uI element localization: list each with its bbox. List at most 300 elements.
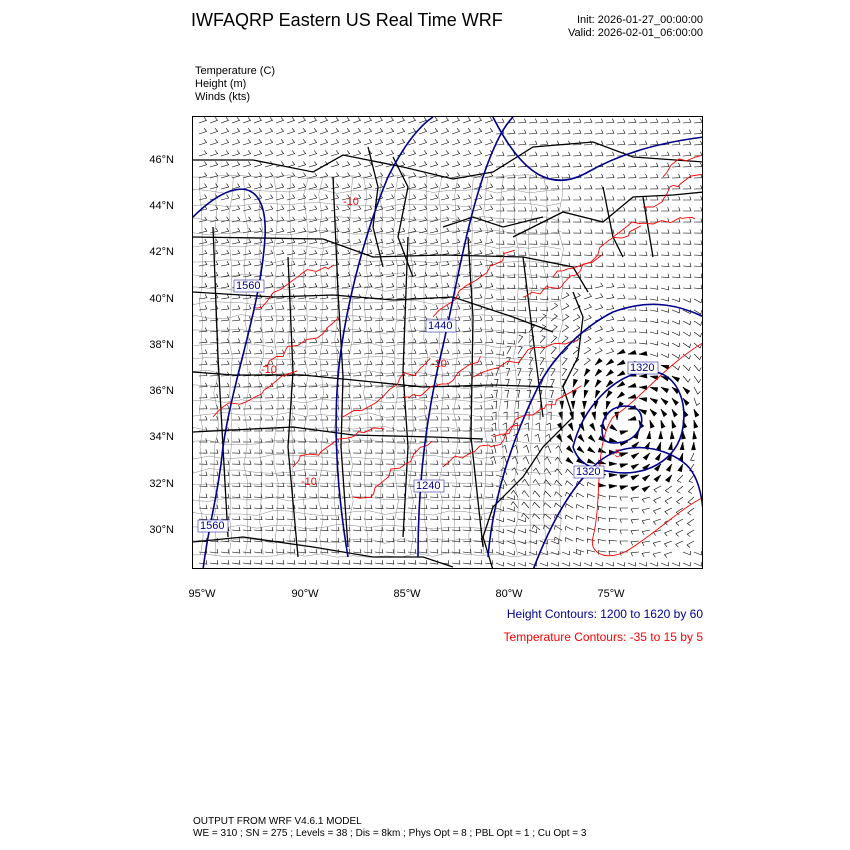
- wind-barb: [598, 483, 606, 487]
- wind-barb: [199, 228, 207, 233]
- wind-barb: [353, 527, 361, 531]
- wind-barb: [254, 228, 262, 233]
- wind-barb: [397, 449, 405, 453]
- county-line: [193, 413, 561, 418]
- wind-barb: [565, 526, 573, 530]
- wind-barb: [683, 274, 691, 278]
- wind-barb: [364, 161, 372, 167]
- wind-barb: [562, 293, 569, 300]
- wind-barb: [650, 274, 658, 278]
- wind-barb: [661, 409, 667, 416]
- wind-barb: [650, 263, 658, 267]
- wind-barb: [386, 261, 394, 266]
- wind-barb: [243, 405, 251, 409]
- wind-barb: [507, 163, 515, 167]
- wind-barb: [672, 562, 680, 566]
- wind-barb: [386, 150, 394, 156]
- wind-barb: [606, 391, 612, 398]
- wind-barb: [524, 434, 529, 442]
- wind-barb: [653, 552, 661, 557]
- wind-barb: [364, 472, 372, 476]
- wind-barb: [584, 369, 590, 376]
- wind-barb: [386, 239, 394, 244]
- wind-barb: [639, 318, 647, 322]
- wind-barb: [551, 347, 556, 355]
- wind-barb: [507, 185, 515, 189]
- wind-barb: [653, 541, 661, 546]
- wind-barb: [562, 562, 570, 566]
- wind-barb: [518, 562, 526, 566]
- wind-barb: [287, 350, 295, 354]
- wind-barb: [496, 119, 504, 123]
- wind-barb: [644, 453, 651, 460]
- wind-barb: [419, 184, 427, 189]
- wind-barb: [562, 185, 570, 189]
- wind-barb: [639, 340, 647, 344]
- wind-barb: [353, 184, 361, 189]
- wind-barb: [551, 196, 559, 200]
- wind-barb: [243, 416, 251, 420]
- wind-barb: [474, 161, 482, 167]
- wind-barb: [419, 217, 427, 222]
- wind-barb: [595, 241, 603, 245]
- wind-barb: [463, 150, 471, 156]
- wind-barb: [221, 383, 229, 387]
- wind-barb: [276, 184, 284, 189]
- wind-barb: [210, 228, 218, 233]
- wind-barb: [408, 117, 416, 123]
- temperature-contour: [253, 265, 334, 308]
- wind-barb: [232, 549, 240, 553]
- wind-barb: [430, 250, 438, 255]
- wind-barb: [221, 161, 229, 167]
- wind-barb: [353, 416, 361, 420]
- wind-barb: [441, 516, 449, 520]
- wind-barb: [408, 560, 416, 564]
- wind-barb: [430, 460, 438, 464]
- wind-barb: [661, 308, 669, 312]
- wind-barb: [528, 368, 532, 376]
- wind-barb: [452, 305, 460, 310]
- wind-barb: [562, 207, 570, 211]
- wind-barb: [595, 348, 602, 354]
- wind-barb: [353, 472, 361, 476]
- wind-barb: [210, 350, 218, 354]
- wind-barb: [485, 250, 493, 255]
- wind-barb: [485, 427, 493, 431]
- wind-barb: [430, 494, 438, 498]
- wind-barb: [287, 206, 295, 211]
- weather-map: [193, 117, 703, 569]
- wind-barb: [309, 250, 317, 255]
- wind-barb: [496, 152, 504, 156]
- field-winds: Winds (kts): [195, 91, 250, 103]
- wind-barb: [628, 185, 636, 189]
- wind-barb: [199, 184, 207, 189]
- wind-barb: [331, 449, 339, 453]
- wind-barb: [551, 551, 559, 555]
- county-line: [193, 441, 561, 446]
- wind-barb: [474, 405, 482, 409]
- wind-barb: [309, 472, 317, 476]
- wind-barb: [694, 551, 702, 555]
- wind-barb: [507, 518, 515, 522]
- wind-barb: [529, 229, 537, 233]
- wind-barb: [408, 206, 416, 211]
- wind-barb: [320, 339, 328, 343]
- wind-barb: [276, 560, 284, 564]
- wind-barb: [265, 460, 273, 464]
- wind-barb: [617, 284, 625, 288]
- wind-barb: [276, 228, 284, 233]
- wind-barb: [298, 139, 306, 145]
- wind-barb: [452, 339, 460, 343]
- wind-barb: [243, 483, 251, 487]
- temperature-contours-legend: Temperature Contours: -35 to 15 by 5: [503, 630, 703, 644]
- wind-barb: [408, 150, 416, 156]
- wind-barb: [397, 405, 405, 409]
- wind-barb: [540, 119, 548, 123]
- wind-barb: [199, 394, 207, 398]
- wind-barb: [276, 195, 284, 200]
- wind-barb: [496, 529, 504, 533]
- wind-barb: [265, 549, 273, 553]
- wind-barb: [495, 368, 499, 376]
- wind-barb: [287, 305, 295, 310]
- wind-barb: [609, 438, 617, 442]
- wind-barb: [584, 304, 591, 310]
- lon-label-85: 85°W: [393, 588, 421, 600]
- wind-barb: [298, 206, 306, 211]
- wind-barb: [573, 252, 581, 256]
- wind-barb: [199, 383, 207, 387]
- wind-barb: [665, 541, 673, 547]
- wind-barb: [503, 412, 507, 420]
- field-temperature: Temperature (C): [195, 65, 276, 77]
- wind-barb: [551, 296, 559, 300]
- wind-barb: [642, 519, 650, 524]
- wind-barb: [276, 516, 284, 520]
- wind-barb: [397, 294, 405, 299]
- wind-barb: [353, 405, 361, 409]
- wind-barb: [452, 472, 460, 476]
- wind-barb: [665, 486, 672, 493]
- wind-barb: [331, 405, 339, 409]
- wind-barb: [543, 514, 551, 519]
- wind-barb: [584, 163, 592, 167]
- wind-barb: [507, 346, 511, 354]
- wind-barb: [408, 283, 416, 288]
- wind-barb: [485, 117, 493, 123]
- wind-barb: [650, 152, 658, 156]
- wind-barb: [265, 438, 273, 442]
- wind-barb: [342, 350, 350, 354]
- wind-barb: [452, 206, 460, 211]
- wind-barb: [584, 274, 592, 278]
- wind-barb: [584, 390, 588, 398]
- wind-barb: [529, 529, 537, 533]
- wind-barb: [210, 560, 218, 564]
- wind-barb: [620, 497, 628, 501]
- wind-barb: [631, 486, 639, 491]
- wind-barb: [309, 460, 317, 464]
- wind-barb: [309, 405, 317, 409]
- wind-barb: [276, 449, 284, 453]
- wind-barb: [692, 442, 696, 450]
- wind-barb: [364, 117, 372, 123]
- wind-barb: [221, 305, 229, 310]
- wind-barb: [639, 285, 647, 289]
- wind-barb: [408, 405, 416, 409]
- wind-barb: [577, 447, 584, 454]
- wind-barb: [232, 261, 240, 266]
- wind-barb: [276, 460, 284, 464]
- temperature-contour: [433, 250, 515, 317]
- wind-barb: [408, 328, 416, 333]
- wind-barb: [639, 296, 647, 300]
- wind-barb: [430, 449, 438, 453]
- wind-barb: [287, 560, 295, 564]
- wind-barb: [661, 163, 669, 167]
- wind-barb: [551, 314, 557, 321]
- lat-label-44: 44°N: [149, 200, 174, 212]
- wind-barb: [441, 416, 449, 420]
- wind-barb: [386, 449, 394, 453]
- wind-barb: [661, 185, 669, 189]
- wind-barb: [441, 472, 449, 476]
- wind-barb: [397, 184, 405, 189]
- wind-barb: [474, 150, 482, 156]
- wind-barb: [584, 152, 592, 156]
- wind-barb: [555, 492, 563, 497]
- wind-barb: [309, 383, 317, 387]
- wind-barb: [566, 469, 573, 475]
- wind-barb: [550, 379, 554, 387]
- temperature-contour: [613, 218, 695, 238]
- wind-barb: [628, 163, 636, 167]
- wind-barb: [419, 328, 427, 333]
- wind-barb: [507, 241, 515, 245]
- wind-barb: [265, 228, 273, 233]
- wind-barb: [287, 217, 295, 222]
- wind-barb: [677, 486, 683, 493]
- wind-barb: [419, 150, 427, 156]
- wind-barb: [342, 494, 350, 498]
- wind-barb: [617, 295, 625, 299]
- wind-barb: [573, 163, 581, 167]
- wind-barb: [221, 350, 229, 354]
- wind-barb: [298, 250, 306, 255]
- wind-barb: [485, 294, 493, 299]
- wind-barb: [544, 503, 552, 508]
- wind-barb: [452, 494, 460, 498]
- wind-barb: [276, 505, 284, 509]
- wind-barb: [199, 460, 207, 464]
- wind-barb: [375, 117, 383, 123]
- wind-barb: [342, 239, 350, 244]
- wind-barb: [617, 371, 625, 376]
- wind-barb: [562, 303, 569, 310]
- wind-barb: [243, 128, 251, 134]
- wind-barb: [265, 449, 273, 453]
- wind-barb: [375, 538, 383, 542]
- wind-barb: [419, 339, 427, 343]
- wind-barb: [535, 434, 540, 442]
- wind-barb: [617, 130, 625, 134]
- wind-barb: [485, 128, 493, 134]
- wind-barb: [496, 296, 504, 300]
- wind-barb: [441, 206, 449, 211]
- wind-barb: [485, 405, 493, 409]
- wind-barb: [485, 472, 493, 476]
- wind-barb: [540, 141, 548, 145]
- wind-barb: [386, 128, 394, 134]
- wind-barb: [642, 486, 650, 492]
- wind-barb: [617, 360, 625, 365]
- wind-barb: [298, 560, 306, 564]
- wind-barb: [598, 495, 606, 499]
- wind-barb: [232, 150, 240, 156]
- wind-barb: [320, 460, 328, 464]
- wind-barb: [606, 163, 614, 167]
- wind-barb: [694, 252, 702, 256]
- wind-barb: [609, 473, 617, 477]
- wind-barb: [199, 139, 207, 145]
- wind-barb: [620, 486, 628, 490]
- wind-barb: [606, 252, 614, 256]
- wind-barb: [430, 150, 438, 156]
- wind-barb: [364, 549, 372, 553]
- wind-barb: [397, 261, 405, 266]
- wind-barb: [243, 206, 251, 211]
- wind-barb: [331, 173, 339, 179]
- wind-barb: [661, 331, 669, 335]
- wind-barb: [683, 343, 691, 348]
- wind-barb: [210, 294, 218, 299]
- wind-barb: [254, 117, 262, 123]
- wind-barb: [265, 494, 273, 498]
- wind-barb: [342, 560, 350, 564]
- wind-barb: [331, 184, 339, 189]
- wind-barb: [587, 482, 595, 486]
- wind-barb: [689, 475, 694, 483]
- wind-barb: [353, 305, 361, 310]
- wind-barb: [199, 405, 207, 409]
- wind-barb: [496, 207, 504, 211]
- wind-barb: [331, 494, 339, 498]
- wind-barb: [265, 483, 273, 487]
- wind-barb: [631, 519, 639, 524]
- wind-barb: [254, 206, 262, 211]
- wind-barb: [683, 185, 691, 189]
- county-line: [193, 357, 561, 362]
- wind-barb: [210, 161, 218, 167]
- wind-barb: [656, 453, 662, 461]
- wind-barb: [441, 195, 449, 200]
- wind-barb: [408, 161, 416, 167]
- wind-barb: [628, 317, 636, 321]
- wind-barb: [554, 503, 562, 508]
- wind-barb: [576, 516, 584, 520]
- wind-barb: [540, 252, 548, 256]
- wind-barb: [493, 401, 497, 409]
- wind-barb: [595, 369, 602, 376]
- wind-barb: [485, 195, 493, 200]
- wind-barb: [683, 263, 691, 267]
- wind-barb: [298, 117, 306, 123]
- lon-label-75: 75°W: [597, 588, 625, 600]
- wind-barb: [298, 449, 306, 453]
- wind-barb: [353, 161, 361, 167]
- wind-barb: [587, 550, 595, 554]
- wind-barb: [265, 150, 273, 156]
- wind-barb: [276, 139, 284, 145]
- wind-barb: [353, 150, 361, 156]
- wind-barb: [672, 420, 676, 428]
- wind-barb: [199, 239, 207, 244]
- wind-barb: [573, 551, 581, 555]
- wind-barb: [386, 283, 394, 288]
- wind-barb: [490, 456, 496, 464]
- wind-barb: [506, 368, 510, 376]
- wind-barb: [595, 274, 603, 278]
- wind-barb: [221, 184, 229, 189]
- wind-barb: [232, 483, 240, 487]
- wind-barb: [672, 152, 680, 156]
- wind-barb: [650, 387, 658, 391]
- wind-barb: [254, 383, 262, 387]
- wind-barb: [254, 483, 262, 487]
- wind-barb: [507, 496, 515, 500]
- wind-barb: [551, 174, 559, 178]
- wind-barb: [441, 150, 449, 156]
- wind-barb: [573, 368, 578, 376]
- wind-barb: [364, 383, 372, 387]
- wind-barb: [309, 560, 317, 564]
- wind-barb: [309, 239, 317, 244]
- wind-barb: [665, 519, 672, 525]
- wind-barb: [243, 261, 251, 266]
- wind-barb: [364, 361, 372, 365]
- wind-barb: [320, 128, 328, 134]
- wind-barb: [430, 139, 438, 145]
- wind-barb: [507, 340, 515, 344]
- wind-barb: [496, 518, 504, 522]
- wind-barb: [595, 337, 602, 343]
- wind-barb: [661, 229, 669, 233]
- wind-barb: [254, 250, 262, 255]
- wind-barb: [276, 472, 284, 476]
- wind-barb: [694, 376, 701, 383]
- wind-barb: [254, 139, 262, 145]
- wind-barb: [617, 562, 625, 566]
- wind-barb: [650, 141, 658, 145]
- wind-barb: [452, 195, 460, 200]
- wind-barb: [683, 298, 691, 302]
- wind-barb: [298, 316, 306, 321]
- wind-barb: [232, 128, 240, 134]
- wind-barb: [199, 361, 207, 365]
- wind-barb: [430, 239, 438, 244]
- wind-barb: [452, 438, 460, 442]
- wind-barb: [556, 446, 562, 453]
- wind-barb: [584, 185, 592, 189]
- wind-barb: [650, 207, 658, 211]
- wind-barb: [536, 412, 540, 420]
- wind-barb: [694, 207, 702, 211]
- wind-barb: [276, 117, 284, 123]
- wind-barb: [353, 505, 361, 509]
